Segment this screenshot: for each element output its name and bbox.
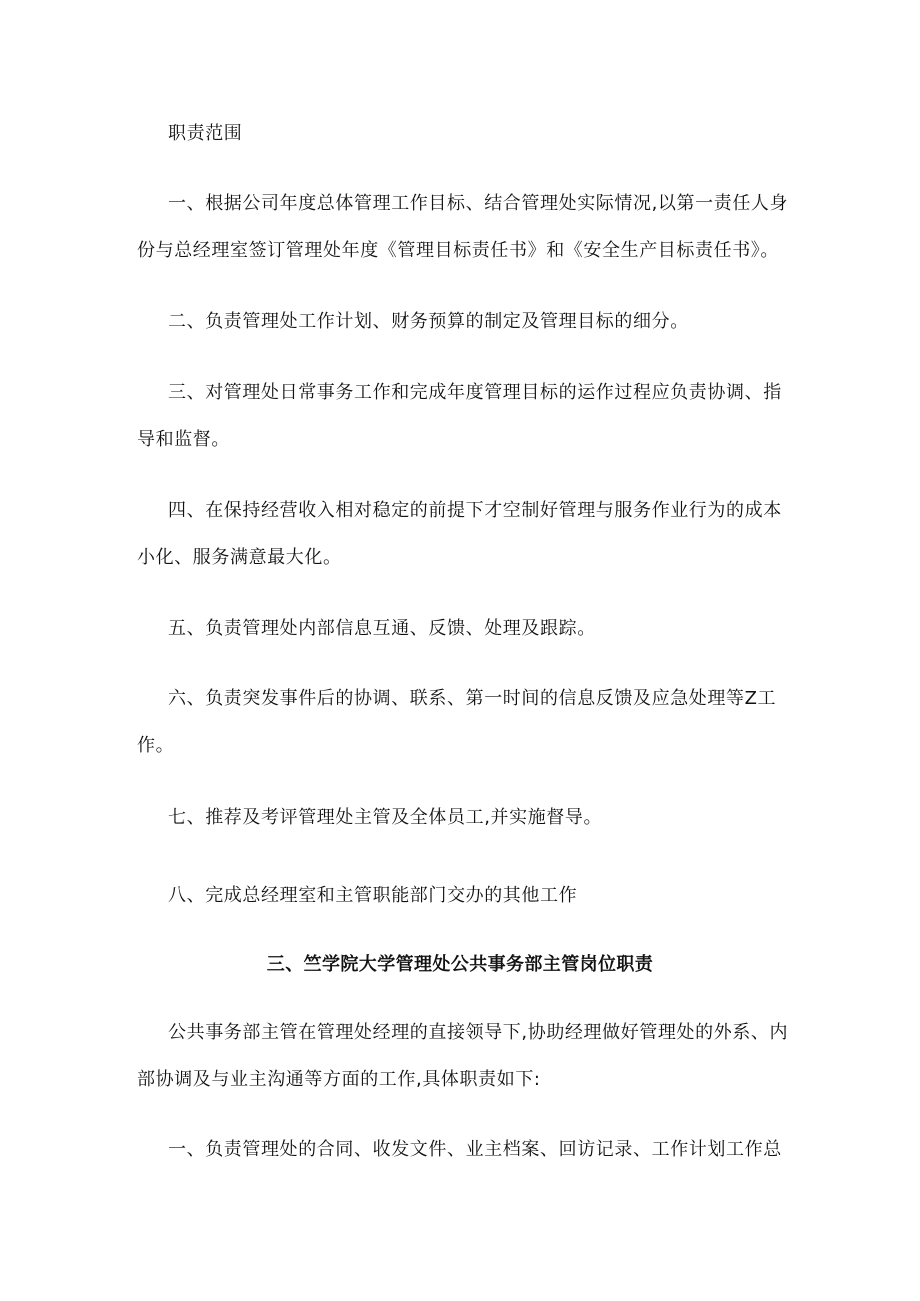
intro-line-2: 部协调及与业主沟通等方面的工作,具体职责如下:: [137, 1069, 541, 1090]
second-list-item-1-line-1: 一、负责管理处的合同、收发文件、业主档案、回访记录、工作计划工作总: [168, 1139, 782, 1160]
duty-1-line-2: 份与总经理室签订管理处年度《管理目标责任书》和《安全生产目标责任书》。: [137, 240, 779, 261]
duty-4-line-1: 四、在保持经营收入相对稳定的前提下才空制好管理与服务作业行为的成本: [168, 500, 782, 521]
section-title: 职责范围: [168, 123, 243, 144]
duty-8-line-1: 八、完成总经理室和主管职能部门交办的其他工作: [168, 885, 578, 906]
duty-2-line-1: 二、负责管理处工作计划、财务预算的制定及管理目标的细分。: [168, 311, 689, 332]
duty-6-line-2: 作。: [137, 735, 175, 756]
duty-6-line-1: 六、负责突发事件后的协调、联系、第一时间的信息反馈及应急处理等Z工: [168, 688, 777, 709]
duty-3-line-2: 导和监督。: [137, 429, 230, 450]
duty-5-line-1: 五、负责管理处内部信息互通、反馈、处理及跟踪。: [168, 618, 596, 639]
duty-3-line-1: 三、对管理处日常事务工作和完成年度管理目标的运作过程应负责协调、指: [168, 382, 782, 403]
duty-1-line-1: 一、根据公司年度总体管理工作目标、结合管理处实际情况,以第一责任人身: [168, 193, 789, 214]
duty-7-line-1: 七、推荐及考评管理处主管及全体员工,并实施督导。: [168, 807, 603, 828]
duty-4-line-2: 小化、服务满意最大化。: [137, 547, 342, 568]
intro-line-1: 公共事务部主管在管理处经理的直接领导下,协助经理做好管理处的外系、内: [168, 1022, 789, 1043]
section-heading: 三、竺学院大学管理处公共事务部主管岗位职责: [266, 954, 654, 975]
